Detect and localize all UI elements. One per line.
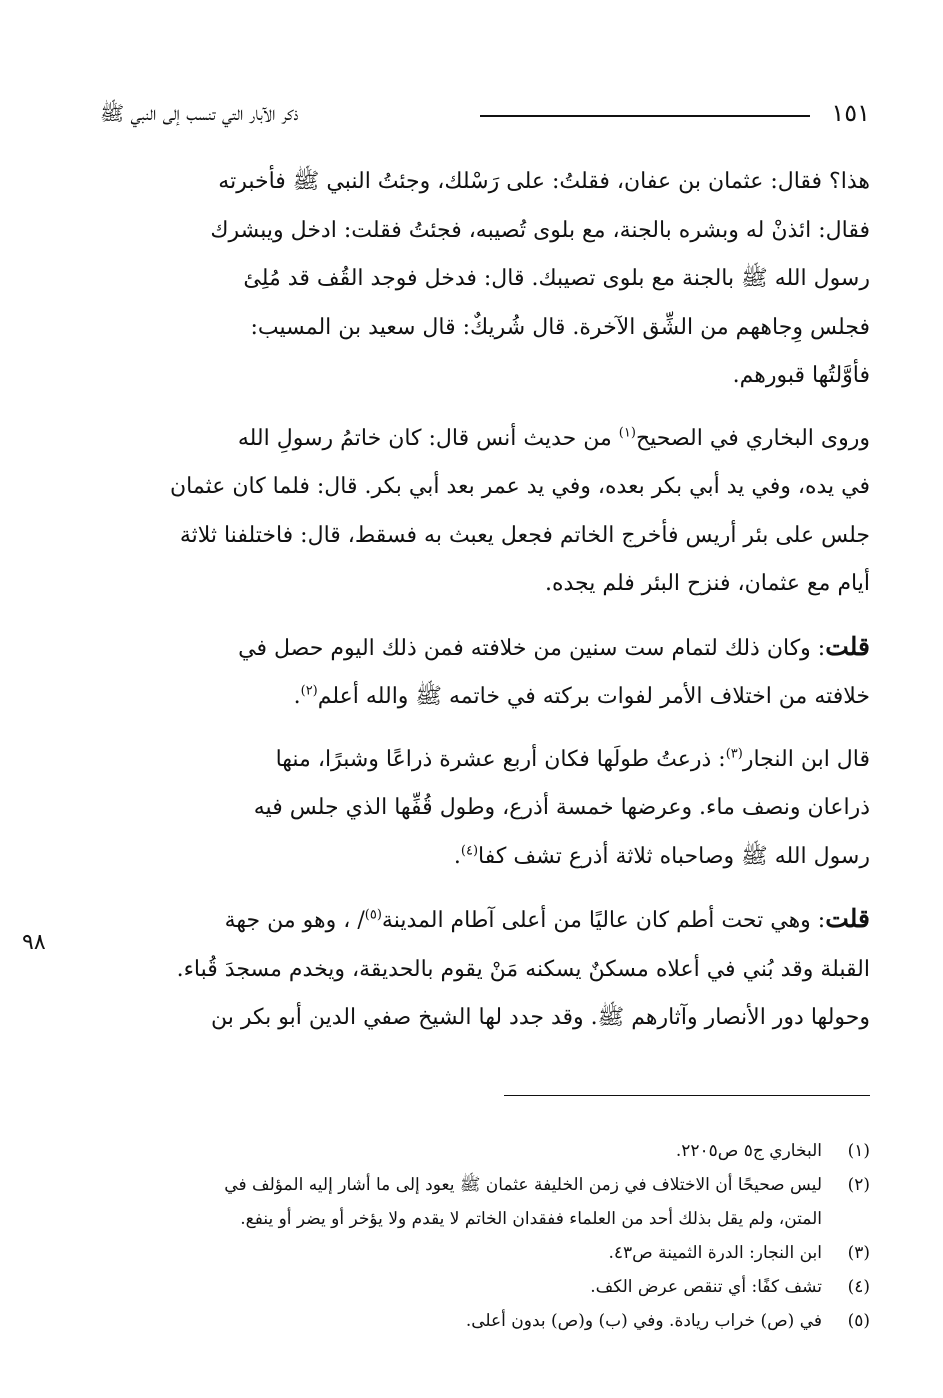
footnote-line: المتن، ولم يقل بذلك أحد من العلماء ففقدان الخاتم لا يقدم ولا يؤخر أو يضر أو ينفع. <box>240 1209 822 1229</box>
paragraph-3 <box>96 623 870 722</box>
text-line <box>96 415 870 464</box>
text-segment: من حديث أنس قال: كان خاتمُ رسولِ الله <box>237 425 619 451</box>
text-line: فأوَّلتُها قبورهم. <box>732 363 870 388</box>
footnote-separator <box>504 1095 870 1096</box>
paragraph-1 <box>96 158 870 401</box>
text-segment: : وهي تحت أطم كان عاليًا من أعلى آطام المدينة <box>381 908 826 933</box>
body-text <box>96 158 870 1057</box>
footnote-number: (٥) <box>847 1311 870 1331</box>
footnote-number: (٢) <box>847 1175 870 1195</box>
text-line <box>96 736 870 785</box>
footnote-text <box>96 1134 822 1168</box>
footnote-ref-4[interactable]: (٤) <box>460 843 479 859</box>
text-segment: : وكان ذلك لتمام ست سنين من خلافته فمن ذلك اليوم حصل في <box>238 635 826 661</box>
text-line <box>96 833 870 882</box>
qultu-label: قلت <box>825 904 870 933</box>
text-line: فجلس وِجاههم من الشِّق الآخرة. قال شُريكٌ: قال سعيد بن المسيب: <box>250 314 870 340</box>
text-segment: رسول الله ﷺ وصاحباه ثلاثة أذرع تشف كفا <box>478 843 870 869</box>
text-segment: / ، وهو من جهة <box>224 908 365 933</box>
footnote-4 <box>96 1270 870 1304</box>
text-line: فقال: ائذنْ له وبشره بالجنة، مع بلوى تُصيبه، فجئتُ فقلت: ادخل ويبشرك <box>210 217 870 243</box>
text-line <box>96 895 870 946</box>
footnote-ref-1[interactable]: (١) <box>618 425 636 441</box>
text-line: هذا؟ فقال: عثمان بن عفان، فقلتُ: على رَسْلك، وجئتُ النبي ﷺ فأخبرته <box>218 169 870 194</box>
footnote-3 <box>96 1236 870 1270</box>
footnote-2 <box>96 1168 870 1236</box>
footnote-text <box>96 1270 822 1304</box>
text-line: في يده، وفي يد أبي بكر بعده، وفي يد عمر بعد أبي بكر. قال: فلما كان عثمان <box>170 474 870 499</box>
text-segment: خلافته من اختلاف الأمر لفوات بركته في خاتمه ﷺ والله أعلم <box>317 684 870 709</box>
paragraph-4 <box>96 736 870 882</box>
footnote-text <box>96 1304 822 1338</box>
footnotes <box>96 1134 870 1338</box>
footnote-ref-5[interactable]: (٥) <box>364 907 382 923</box>
text-line: القبلة وقد بُني في أعلاه مسكنٌ يسكنه مَنْ يقوم بالحديقة، ويخدم مسجدَ قُباء. <box>176 956 870 982</box>
chapter-title: ذكر الآبار التي تنسب إلى النبي ﷺ <box>100 101 299 125</box>
footnote-number: (٤) <box>847 1277 870 1297</box>
text-line: أيام مع عثمان، فنزح البئر فلم يجده. <box>544 571 870 596</box>
text-line: رسول الله ﷺ بالجنة مع بلوى تصيبك. قال: فدخل فوجد القُف قد مُلِئ <box>243 266 870 291</box>
footnote-number: (١) <box>847 1141 870 1161</box>
footnote-text <box>96 1236 822 1270</box>
text-line: وحولها دور الأنصار وآثارهم ﷺ. وقد جدد لها الشيخ صفي الدين أبو بكر بن <box>210 1005 870 1030</box>
paragraph-2 <box>96 415 870 609</box>
text-segment: : ذرعتُ طولَها فكان أربع عشرة ذراعًا وشبرًا، منها <box>275 746 726 772</box>
text-line: جلس على بئر أريس فأخرج الخاتم فجعل يعبث به فسقط، قال: فاختلفنا ثلاثة <box>179 522 870 548</box>
footnote-line: في (ص) خراب ريادة. وفي (ب) و(ص) بدون أعلى. <box>465 1311 822 1331</box>
footnote-ref-2[interactable]: (٢) <box>300 683 318 699</box>
footnote-ref-3[interactable]: (٣) <box>725 746 743 762</box>
text-line: ذراعان ونصف ماء. وعرضها خمسة أذرع، وطول قُفِّها الذي جلس فيه <box>253 795 870 820</box>
paragraph-5 <box>96 895 870 1043</box>
text-segment: . <box>293 684 301 709</box>
footnote-line: ابن النجار: الدرة الثمينة ص٤٣. <box>608 1243 822 1263</box>
footnote-5 <box>96 1304 870 1338</box>
footnote-text <box>96 1168 822 1236</box>
header-rule <box>480 115 810 117</box>
text-line <box>96 673 870 722</box>
footnote-line: تشف كفًا: أي تنقص عرض الكف. <box>590 1277 822 1297</box>
text-line <box>96 623 870 674</box>
footnote-line: ليس صحيحًا أن الاختلاف في زمن الخليفة عثمان ﷺ يعود إلى ما أشار إليه المؤلف في <box>224 1175 822 1195</box>
qultu-label: قلت <box>825 631 870 661</box>
margin-manuscript-number: ٩٨ <box>22 930 46 955</box>
running-header <box>100 96 870 130</box>
text-segment: وروى البخاري في الصحيح <box>635 425 870 451</box>
text-segment: . <box>453 843 461 869</box>
footnote-number: (٣) <box>847 1243 870 1263</box>
page-number: ١٥١ <box>831 99 870 127</box>
footnote-1 <box>96 1134 870 1168</box>
footnote-line: البخاري ج٥ ص٢٢٠٥. <box>675 1141 822 1161</box>
text-segment: قال ابن النجار <box>742 746 870 772</box>
